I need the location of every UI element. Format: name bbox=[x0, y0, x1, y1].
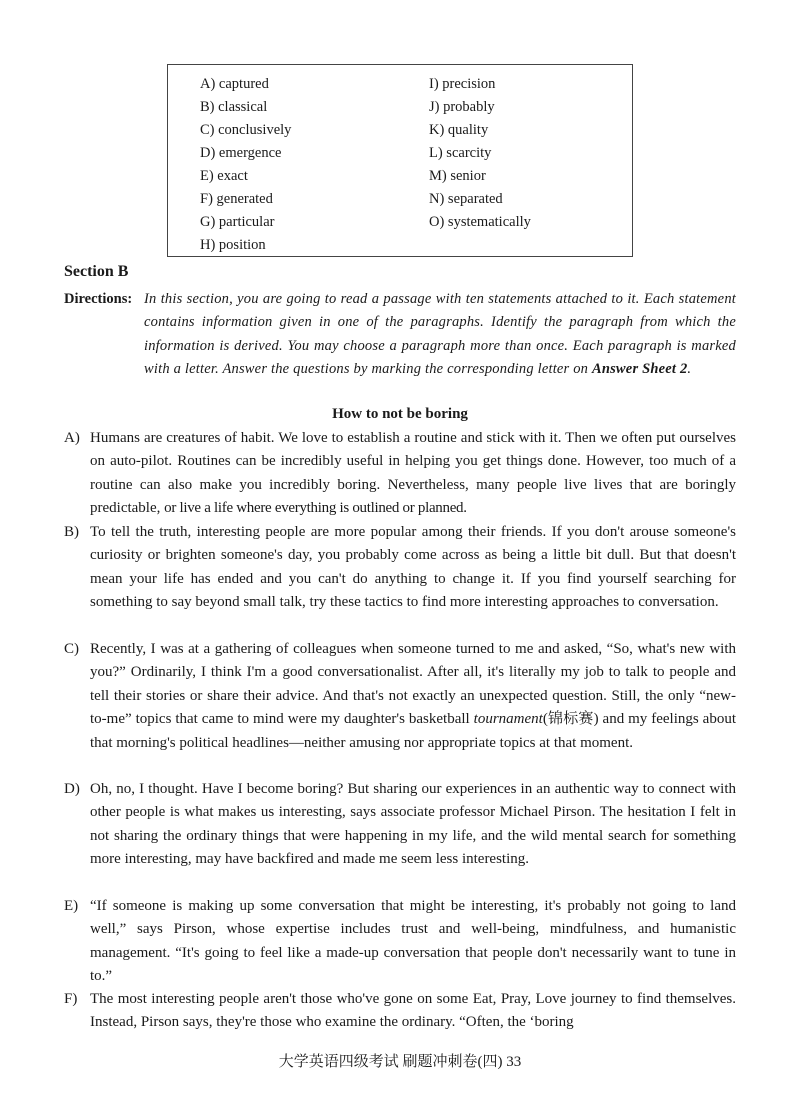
directions-label: Directions: bbox=[64, 291, 133, 307]
word-option: J) probably bbox=[429, 99, 495, 115]
word-option: B) classical bbox=[200, 99, 268, 115]
paragraph-text-tail: or live a life where everything is outlined or planned. bbox=[164, 500, 467, 517]
page-footer: 大学英语四级考试 刷题冲刺卷(四) 33 bbox=[278, 1054, 522, 1070]
directions bbox=[64, 288, 736, 382]
directions-text: In this section, you are going to read a passage with ten statements attached to it. Each statement contains information given in one of the paragraphs. Identify the paragraph from which the information is derived. You may choose a paragraph more than once. Each paragraph is marked with a letter. Answer the questions by marking the corresponding letter on bbox=[144, 291, 736, 378]
directions-body bbox=[144, 288, 736, 382]
glossed-word: tournament bbox=[473, 711, 543, 728]
paragraph-letter: B) bbox=[64, 524, 79, 540]
word-option: F) generated bbox=[200, 191, 273, 207]
word-option: E) exact bbox=[200, 168, 248, 184]
paragraph-e bbox=[64, 895, 736, 989]
paragraph-d bbox=[64, 778, 736, 872]
word-option: K) quality bbox=[429, 122, 489, 138]
paragraph-f bbox=[64, 988, 736, 1035]
word-option: H) position bbox=[200, 237, 266, 253]
answer-sheet-label: Answer Sheet 2 bbox=[591, 361, 688, 378]
word-bank-box bbox=[167, 64, 633, 257]
paragraph-letter: A) bbox=[64, 430, 80, 446]
word-option: O) systematically bbox=[429, 214, 531, 230]
section-title: Section B bbox=[64, 263, 129, 280]
paragraph-a bbox=[64, 427, 736, 521]
word-option: A) captured bbox=[200, 76, 269, 92]
paragraph-b bbox=[64, 521, 736, 615]
paragraph-letter: D) bbox=[64, 781, 80, 797]
word-option: N) separated bbox=[429, 191, 503, 207]
word-option: D) emergence bbox=[200, 145, 282, 161]
paragraph-text: “If someone is making up some conversation that might be interesting, it's probably not going to land well,” says Pirson, whose expertise includes trust and well-being, mindfulness, and humanistic management. “It's going to feel like a made-up conversation that people don't necessarily want to tune in to.” bbox=[90, 898, 736, 985]
chinese-gloss: (锦标赛) bbox=[542, 711, 599, 728]
word-option: G) particular bbox=[200, 214, 275, 230]
directions-end: . bbox=[687, 361, 692, 378]
word-bank-left-column bbox=[200, 73, 291, 257]
paragraph-c bbox=[64, 638, 736, 755]
word-option: L) scarcity bbox=[429, 145, 492, 161]
paragraph-text: The most interesting people aren't those who've gone on some Eat, Pray, Love journey to find themselves. Instead, Pirson says, they're those who examine the ordinary. “Often, the ‘boring bbox=[90, 991, 736, 1031]
word-option: C) conclusively bbox=[200, 122, 292, 138]
word-option: M) senior bbox=[429, 168, 486, 184]
article-title: How to not be boring bbox=[332, 406, 468, 422]
word-option: I) precision bbox=[429, 76, 496, 92]
paragraph-text: Recently, I was at a gathering of colleagues when someone turned to me and asked, “So, what's new with you?” Ordinarily, I think I'm a good conversationalist. After all, it's literally my job to talk to people and tell their stories or share their advice. And that's not exactly an unexpected question. Still, the only “new-to-me” topics that came to mind were my daughter's basketball bbox=[90, 641, 736, 728]
paragraph-letter: F) bbox=[64, 991, 78, 1007]
paragraph-text: To tell the truth, interesting people are more popular among their friends. If you don't arouse someone's curiosity or brighten someone's day, you probably come across as being a little bit dull. But that doesn't mean your life has ended and you can't do anything to change it. If you find yourself searching for something to say beyond small talk, try these tactics to find more interesting approaches to conversation. bbox=[90, 524, 736, 611]
paragraph-text-tail: and my feelings about that morning's political headlines—neither amusing nor appropriate topics at that moment. bbox=[90, 711, 736, 751]
paragraph-text: Humans are creatures of habit. We love to establish a routine and stick with it. Then we often put ourselves on auto-pilot. Routines can be incredibly useful in helping you get things done. However, too much of a routine can also make you incredibly boring. Nevertheless, many people live lives that are boringly predictable, bbox=[90, 430, 736, 517]
paragraph-text: Oh, no, I thought. Have I become boring? But sharing our experiences in an authentic way to connect with other people is what makes us interesting, says associate professor Michael Pirson. The hesitation I felt in not sharing the ordinary things that were happening in my life, and the wild mental search for something more interesting, may have backfired and made me seem less interesting. bbox=[90, 781, 736, 868]
paragraph-letter: C) bbox=[64, 641, 79, 657]
word-bank-right-column bbox=[429, 73, 531, 234]
paragraph-letter: E) bbox=[64, 898, 79, 914]
